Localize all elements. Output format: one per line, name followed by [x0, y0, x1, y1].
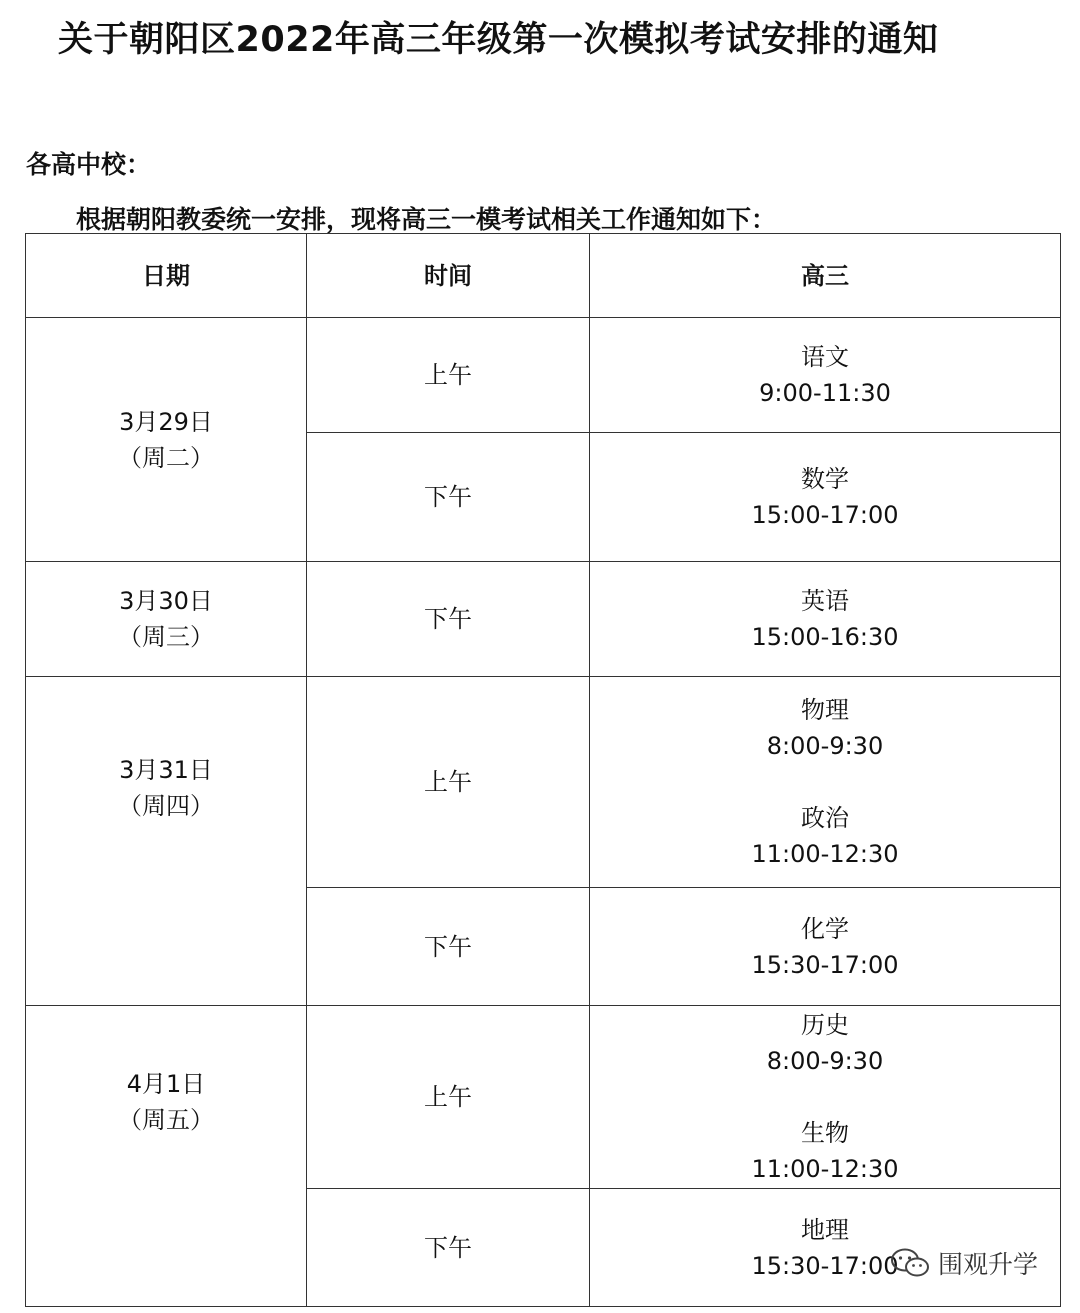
- header-date: 日期: [26, 234, 307, 318]
- date-label: 3月31日: [119, 756, 213, 784]
- period-cell: 上午: [307, 677, 590, 888]
- subject-name: 语文: [801, 343, 849, 371]
- subject-cell: [590, 433, 1061, 562]
- header-grade: 高三: [590, 234, 1061, 318]
- subject-time: 11:00-12:30: [751, 1155, 899, 1183]
- subject-time: 8:00-9:30: [766, 1047, 884, 1075]
- table-row: [26, 677, 1061, 888]
- date-label: 3月29日: [119, 407, 213, 436]
- subject-name: 政治: [801, 804, 849, 832]
- date-cell: [26, 318, 307, 562]
- table-row: [26, 562, 1061, 677]
- subject-time: 11:00-12:30: [751, 840, 899, 868]
- subject-name: 历史: [801, 1011, 849, 1039]
- subject-cell: [590, 888, 1061, 1006]
- period-cell: 下午: [307, 433, 590, 562]
- weekday-label: （周四）: [118, 792, 214, 820]
- subject-cell: [590, 318, 1061, 433]
- period-cell: 下午: [307, 888, 590, 1006]
- subject-time: 15:30-17:00: [751, 1251, 899, 1280]
- subject-time: 15:00-17:00: [751, 501, 899, 529]
- subject-name: 生物: [801, 1119, 849, 1147]
- subject-time: 9:00-11:30: [759, 379, 891, 407]
- period-cell: 上午: [307, 318, 590, 433]
- subject-name: 物理: [801, 696, 849, 724]
- exam-schedule-table: [25, 233, 1061, 1307]
- date-label: 3月30日: [119, 587, 213, 615]
- watermark-text: 围观升学: [938, 1250, 1039, 1279]
- period-cell: 上午: [307, 1006, 590, 1189]
- subject-cell: [590, 562, 1061, 677]
- subject-cell: [590, 1006, 1061, 1189]
- date-cell: [26, 677, 307, 1006]
- salutation: 各高中校：: [26, 150, 152, 179]
- table-row: [26, 1006, 1061, 1189]
- weekday-label: （周五）: [118, 1106, 214, 1134]
- header-time: 时间: [307, 234, 590, 318]
- subject-cell: [590, 677, 1061, 888]
- watermark: [890, 1245, 1038, 1281]
- date-cell: [26, 1006, 307, 1307]
- period-cell: 下午: [307, 562, 590, 677]
- subject-name: 地理: [801, 1215, 849, 1244]
- table-row: [26, 318, 1061, 433]
- period-cell: 下午: [307, 1189, 590, 1307]
- wechat-icon: [890, 1247, 930, 1279]
- intro-paragraph: 根据朝阳教委统一安排，现将高三一模考试相关工作通知如下：: [76, 205, 777, 234]
- date-cell: [26, 562, 307, 677]
- date-label: 4月1日: [126, 1070, 206, 1098]
- weekday-label: （周三）: [118, 623, 214, 651]
- subject-name: 化学: [801, 914, 849, 943]
- weekday-label: （周二）: [118, 443, 214, 472]
- subject-time: 15:00-16:30: [751, 623, 899, 651]
- subject-time: 15:30-17:00: [751, 950, 899, 979]
- subject-name: 数学: [801, 465, 849, 493]
- subject-name: 英语: [801, 587, 849, 615]
- subject-time: 8:00-9:30: [766, 732, 884, 760]
- page-title: 关于朝阳区2022年高三年级第一次模拟考试安排的通知: [58, 20, 939, 60]
